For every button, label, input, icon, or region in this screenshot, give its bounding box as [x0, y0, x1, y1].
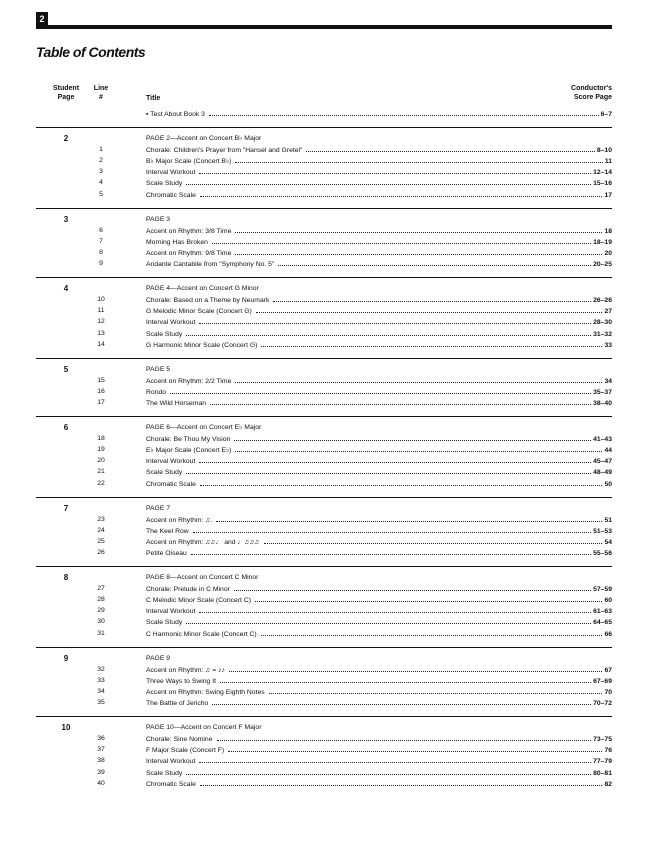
dot-leader: [193, 525, 591, 533]
toc-entry: [146, 108, 612, 120]
line-number: 17: [97, 398, 105, 406]
toc-row: [36, 108, 612, 119]
toc-row: [36, 258, 612, 269]
toc-entry: [146, 722, 612, 733]
dot-leader: [216, 514, 602, 522]
entry-title: Chorale: Based on a Theme by Neumark: [146, 297, 270, 305]
toc-row: [36, 744, 612, 755]
score-page-number: 82: [604, 780, 612, 788]
toc-row: [36, 316, 612, 327]
toc-row: [36, 628, 612, 639]
score-page-number: 34: [604, 377, 612, 385]
toc-row: [36, 733, 612, 744]
entry-title: Interval Workout: [146, 319, 196, 327]
toc-section: [36, 716, 612, 789]
line-number: 15: [97, 376, 105, 384]
dot-leader: [234, 583, 591, 591]
entry-title: The Wild Horseman: [146, 399, 207, 407]
entry-title: PAGE 5: [146, 365, 171, 373]
score-page-number: 26–26: [593, 297, 612, 305]
toc-section: [36, 358, 612, 408]
dot-leader: [209, 108, 599, 116]
line-number: 34: [97, 687, 105, 695]
line-number: 32: [97, 665, 105, 673]
score-page-number: 12–14: [593, 169, 612, 177]
line-number: 4: [99, 179, 103, 187]
toc-row: [36, 455, 612, 466]
dot-leader: [278, 258, 591, 266]
dot-leader: [212, 697, 591, 705]
score-page-number: 33: [604, 341, 612, 349]
score-page-number: 57–59: [593, 586, 612, 594]
toc-row: [36, 397, 612, 408]
score-page-number: 41–43: [593, 436, 612, 444]
entry-title: Petite Oiseau: [146, 550, 187, 557]
dot-leader: [212, 236, 591, 244]
header-score-line2: Score Page: [573, 94, 612, 101]
line-number: 40: [97, 779, 105, 787]
toc-entry: [146, 214, 612, 225]
toc-row: [36, 375, 612, 386]
toc-row: [36, 166, 612, 177]
toc-entry: [146, 572, 612, 583]
entry-title: C Melodic Minor Scale (Concert C): [146, 597, 252, 605]
header-line-number: [86, 84, 116, 102]
entry-title: G Melodic Minor Scale (Concert G): [146, 308, 252, 316]
entry-title: Morning Has Broken: [146, 238, 208, 246]
score-page-number: 31–32: [593, 330, 612, 338]
header-student-line2: Page: [57, 94, 75, 101]
entry-title: C Harmonic Minor Scale (Concert C): [146, 630, 257, 638]
entry-title: Chorale: Children's Prayer from "Hansel and Gretel": [146, 147, 303, 155]
line-number: 30: [97, 618, 105, 626]
section-heading-row: [36, 133, 612, 144]
dot-leader: [235, 155, 602, 163]
toc-row: [36, 177, 612, 188]
header-line-line2: #: [99, 94, 103, 101]
line-number: 22: [97, 479, 105, 487]
line-number: 16: [97, 387, 105, 395]
score-page-number: 45–47: [593, 458, 612, 466]
toc-row: [36, 155, 612, 166]
entry-title: G Harmonic Minor Scale (Concert G): [146, 341, 258, 349]
header-student-line1: Student: [52, 85, 80, 92]
entry-title: Accent on Rhythm: ♫ = ♪♪: [146, 666, 225, 674]
score-page-number: 6–7: [600, 111, 612, 118]
section-heading-row: [36, 653, 612, 664]
dot-leader: [200, 778, 603, 786]
score-page-number: 27: [604, 308, 612, 316]
line-number: 11: [97, 307, 105, 315]
dot-leader: [217, 733, 592, 741]
toc-row: [36, 444, 612, 455]
header-rule: [36, 25, 612, 29]
score-page-number: 51: [604, 516, 612, 524]
line-number: 13: [97, 329, 105, 337]
entry-title: Interval Workout: [146, 458, 196, 466]
toc-row: [36, 478, 612, 489]
toc-entry: [146, 478, 612, 490]
line-number: 3: [99, 168, 103, 176]
entry-title: Accent on Rhythm: 9/8 Time: [146, 249, 232, 257]
toc-entry: [146, 397, 612, 409]
line-number: 25: [97, 537, 105, 545]
toc-entry: [146, 653, 612, 664]
section-heading-row: [36, 422, 612, 433]
student-page-number: 9: [63, 653, 69, 663]
score-page-number: 54: [604, 538, 612, 546]
dot-leader: [264, 536, 603, 544]
dot-leader: [210, 397, 591, 405]
score-page-number: 15–16: [593, 180, 612, 188]
dot-leader: [234, 433, 591, 441]
line-number: 26: [97, 549, 105, 556]
dot-leader: [255, 594, 602, 602]
student-page-number: 10: [61, 723, 71, 733]
entry-title: Scale Study: [146, 769, 183, 777]
score-page-number: 73–75: [593, 736, 612, 744]
toc-entry: [146, 778, 612, 790]
entry-title: Interval Workout: [146, 608, 196, 616]
section-heading-row: [36, 503, 612, 514]
toc-entry: [146, 339, 612, 351]
line-number: 27: [97, 585, 105, 593]
entry-title: Chorale: Prelude in C Minor: [146, 586, 230, 594]
toc-entry: [146, 503, 612, 514]
entry-title: Scale Study: [146, 330, 183, 338]
toc-row: [36, 247, 612, 258]
toc-row: [36, 755, 612, 766]
score-page-number: 17: [604, 191, 612, 199]
toc-row: [36, 664, 612, 675]
line-number: 1: [99, 146, 103, 154]
table-of-contents: [36, 108, 612, 789]
dot-leader: [186, 328, 591, 336]
score-page-number: 51–53: [593, 527, 612, 535]
dot-leader: [200, 478, 603, 486]
score-page-number: 64–65: [593, 619, 612, 627]
dot-leader: [235, 225, 602, 233]
toc-section: [36, 497, 612, 558]
toc-section: [36, 277, 612, 350]
line-number: 38: [97, 757, 105, 765]
entry-title: Accent on Rhythm: ♫♫♩ and ♩♫♫♫: [146, 538, 260, 546]
toc-entry: [146, 697, 612, 709]
student-page-number: 4: [63, 284, 69, 294]
line-number: 23: [97, 515, 105, 523]
toc-entry: [146, 422, 612, 433]
dot-leader: [220, 675, 591, 683]
toc-row: [36, 339, 612, 350]
section-heading-row: [36, 364, 612, 375]
header-student-page: [44, 84, 88, 102]
score-page-number: 66: [604, 630, 612, 638]
dot-leader: [199, 316, 591, 324]
toc-entry: [146, 364, 612, 375]
dot-leader: [200, 189, 603, 197]
toc-section: [36, 566, 612, 639]
entry-title: Chromatic Scale: [146, 780, 196, 788]
dot-leader: [269, 686, 603, 694]
dot-leader: [199, 455, 591, 463]
dot-leader: [235, 375, 602, 383]
toc-row: [36, 675, 612, 686]
line-number: 33: [97, 676, 105, 684]
toc-row: [36, 594, 612, 605]
dot-leader: [273, 294, 591, 302]
toc-row: [36, 236, 612, 247]
toc-row: [36, 144, 612, 155]
line-number: 12: [97, 318, 105, 326]
student-page-number: 7: [63, 503, 69, 513]
entry-title: B♭ Major Scale (Concert B♭): [146, 158, 232, 166]
score-page-number: 48–49: [593, 469, 612, 477]
score-page-number: 35–37: [593, 388, 612, 396]
line-number: 24: [97, 526, 105, 534]
toc-row: [36, 466, 612, 477]
page-title: Table of Contents: [36, 44, 146, 60]
student-page-number: 6: [63, 423, 69, 433]
line-number: 21: [97, 468, 105, 476]
toc-row: [36, 616, 612, 627]
line-number: 5: [99, 190, 103, 198]
line-number: 19: [97, 446, 105, 454]
entry-title: Chorale: Sine Nomine: [146, 736, 213, 744]
entry-title: Three Ways to Swing It: [146, 677, 217, 685]
line-number: 2: [99, 157, 103, 165]
toc-row: [36, 536, 612, 547]
toc-row: [36, 525, 612, 536]
entry-title: PAGE 4—Accent on Concert G Minor: [146, 285, 259, 293]
dot-leader: [306, 144, 594, 152]
dot-leader: [191, 547, 591, 555]
toc-section: [36, 208, 612, 269]
student-page-number: 3: [63, 214, 69, 224]
header-line-line1: Line: [93, 85, 109, 92]
entry-title: Interval Workout: [146, 758, 196, 766]
score-page-number: 67–69: [593, 677, 612, 685]
toc-row: [36, 547, 612, 558]
dot-leader: [199, 605, 591, 613]
entry-title: Andante Cantabile from "Symphony No. 5": [146, 261, 275, 269]
header-score-page: [571, 84, 612, 102]
dot-leader: [228, 744, 602, 752]
entry-title: Chromatic Scale: [146, 191, 196, 199]
dot-leader: [186, 616, 591, 624]
line-number: 18: [97, 435, 105, 443]
score-page-number: 60: [604, 597, 612, 605]
entry-title: The Battle of Jericho: [146, 700, 209, 708]
toc-entry: [146, 133, 612, 144]
toc-entry: [146, 258, 612, 270]
line-number: 6: [99, 226, 103, 234]
entry-title: E♭ Major Scale (Concert E♭): [146, 447, 232, 455]
entry-title: PAGE 9: [146, 654, 171, 662]
entry-title: Accent on Rhythm: Swing Eighth Notes: [146, 688, 265, 696]
entry-title: Scale Study: [146, 180, 183, 188]
entry-title: Chromatic Scale: [146, 480, 196, 488]
toc-row: [36, 686, 612, 697]
toc-row: [36, 583, 612, 594]
score-page-number: 20–25: [593, 261, 612, 269]
toc-section: [36, 108, 612, 119]
toc-row: [36, 294, 612, 305]
dot-leader: [199, 166, 591, 174]
line-number: 36: [97, 735, 105, 743]
line-number: 28: [97, 596, 105, 604]
score-page-number: 44: [604, 447, 612, 455]
toc-entry: [146, 189, 612, 201]
entry-title: Interval Workout: [146, 169, 196, 177]
line-number: 9: [99, 260, 103, 268]
score-page-number: 77–79: [593, 758, 612, 766]
entry-title: PAGE 2—Accent on Concert B♭ Major: [146, 135, 262, 143]
score-page-number: 61–63: [593, 608, 612, 616]
score-page-number: 8–10: [596, 147, 612, 155]
toc-row: [36, 514, 612, 525]
entry-title: Rondo: [146, 388, 167, 396]
line-number: 35: [97, 699, 105, 707]
entry-title: Scale Study: [146, 469, 183, 477]
toc-entry: [146, 283, 612, 294]
score-page-number: 55–56: [593, 550, 612, 557]
entry-title: PAGE 10—Accent on Concert F Major: [146, 724, 262, 732]
dot-leader: [229, 664, 602, 672]
dot-leader: [170, 386, 591, 394]
dot-leader: [186, 466, 591, 474]
section-heading-row: [36, 283, 612, 294]
entry-title: Chorale: Be Thou My Vision: [146, 436, 231, 444]
entry-title: Accent on Rhythm: 3/8 Time: [146, 227, 232, 235]
toc-row: [36, 386, 612, 397]
toc-row: [36, 605, 612, 616]
toc-section: [36, 647, 612, 708]
entry-title: The Keel Row: [146, 527, 189, 535]
score-page-number: 18–19: [593, 238, 612, 246]
toc-row: [36, 305, 612, 316]
toc-row: [36, 433, 612, 444]
dot-leader: [199, 755, 591, 763]
score-page-number: 70–72: [593, 700, 612, 708]
toc-row: [36, 767, 612, 778]
dot-leader: [256, 305, 603, 313]
score-page-number: 18: [604, 227, 612, 235]
toc-section: [36, 416, 612, 489]
dot-leader: [186, 767, 591, 775]
toc-row: [36, 189, 612, 200]
score-page-number: 70: [604, 688, 612, 696]
entry-title: PAGE 6—Accent on Concert E♭ Major: [146, 424, 262, 432]
line-number: 31: [97, 629, 105, 637]
score-page-number: 50: [604, 480, 612, 488]
entry-title: Scale Study: [146, 619, 183, 627]
entry-title: F Major Scale (Concert F): [146, 747, 225, 755]
line-number: 20: [97, 457, 105, 465]
line-number: 7: [99, 237, 103, 245]
score-page-number: 28–30: [593, 319, 612, 327]
toc-row: [36, 225, 612, 236]
toc-section: [36, 127, 612, 200]
section-heading-row: [36, 722, 612, 733]
score-page-number: 38–40: [593, 399, 612, 407]
score-page-number: 67: [604, 666, 612, 674]
entry-title: Accent on Rhythm: ♫.: [146, 516, 213, 524]
toc-row: [36, 697, 612, 708]
line-number: 29: [97, 607, 105, 615]
section-heading-row: [36, 572, 612, 583]
toc-row: [36, 778, 612, 789]
dot-leader: [186, 177, 591, 185]
toc-entry: [146, 547, 612, 559]
score-page-number: 80–81: [593, 769, 612, 777]
score-page-number: 20: [604, 249, 612, 257]
score-page-number: 76: [604, 747, 612, 755]
student-page-number: 2: [63, 134, 69, 144]
dot-leader: [261, 339, 602, 347]
entry-title: PAGE 8—Accent on Concert C Minor: [146, 574, 259, 582]
line-number: 8: [99, 248, 103, 256]
section-heading-row: [36, 214, 612, 225]
score-page-number: 11: [604, 158, 612, 166]
dot-leader: [235, 444, 602, 452]
header-title: Title: [146, 95, 161, 102]
entry-title: Accent on Rhythm: 2/2 Time: [146, 377, 232, 385]
line-number: 37: [97, 746, 105, 754]
student-page-number: 8: [63, 573, 69, 583]
entry-title: ▪ Test About Book 3: [146, 111, 205, 118]
line-number: 10: [97, 296, 105, 304]
entry-title: PAGE 3: [146, 215, 171, 223]
dot-leader: [235, 247, 602, 255]
toc-entry: [146, 628, 612, 640]
dot-leader: [261, 628, 603, 636]
line-number: 14: [97, 340, 105, 348]
toc-row: [36, 328, 612, 339]
header-score-line1: Conductor's: [571, 85, 612, 92]
page-number: 2: [36, 12, 48, 26]
student-page-number: 5: [63, 364, 69, 374]
line-number: 39: [97, 768, 105, 776]
entry-title: PAGE 7: [146, 504, 171, 512]
